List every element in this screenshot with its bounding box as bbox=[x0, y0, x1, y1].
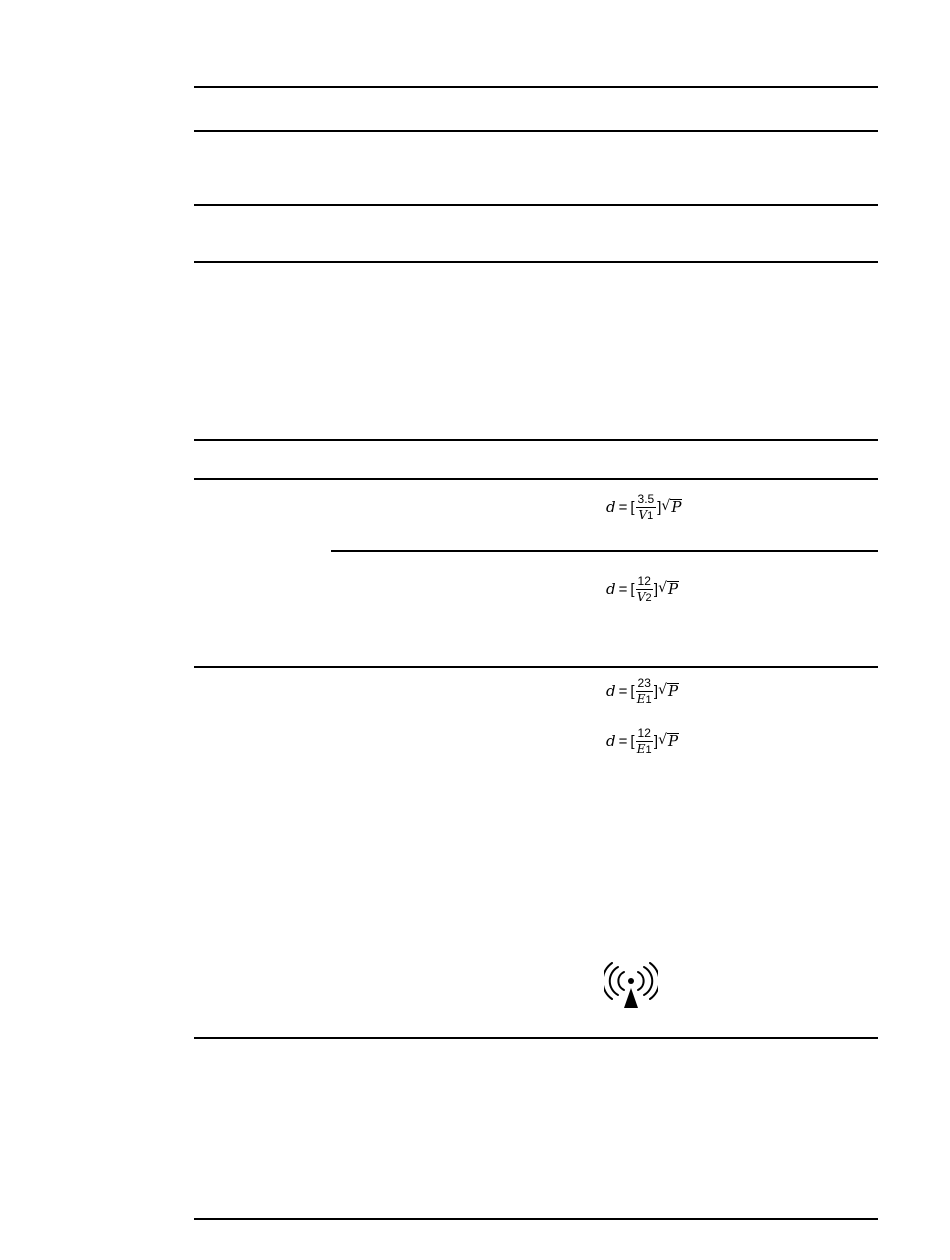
formula-numerator: 3.5 bbox=[637, 492, 655, 506]
separation-distance-formula-e1-12 bbox=[606, 727, 679, 756]
formula-fraction bbox=[636, 493, 657, 522]
separation-distance-formula-v1-3-5 bbox=[606, 493, 682, 522]
separation-distance-formula-e1-23 bbox=[606, 677, 679, 706]
formula-lhs: d bbox=[606, 731, 616, 750]
table2-subrow-rule bbox=[331, 550, 878, 552]
table2-bottom-rule bbox=[194, 1218, 878, 1220]
formula-denominator-var: E bbox=[636, 741, 646, 756]
formula-radicand: P bbox=[671, 498, 682, 517]
formula-fraction bbox=[636, 677, 653, 706]
formula-numerator: 23 bbox=[637, 676, 651, 690]
formula-radicand: P bbox=[668, 732, 679, 751]
table2-section-rule bbox=[194, 1037, 878, 1039]
formula-close-bracket: ] bbox=[657, 498, 662, 516]
formula-radicand: P bbox=[668, 580, 679, 599]
formula-denominator bbox=[637, 742, 652, 756]
formula-close-bracket: ] bbox=[653, 580, 659, 598]
formula-radicand: P bbox=[668, 682, 679, 701]
formula-equals: = bbox=[618, 498, 628, 516]
formula-denominator-var: V bbox=[638, 507, 648, 522]
formula-fraction bbox=[636, 727, 653, 756]
formula-denominator bbox=[638, 508, 653, 522]
formula-denominator-sub: 1 bbox=[645, 693, 652, 706]
formula-radical-sign: √ bbox=[658, 732, 667, 749]
non-ionizing-radiation-icon bbox=[604, 962, 658, 1010]
formula-close-bracket: ] bbox=[653, 682, 659, 700]
formula-lhs: d bbox=[606, 497, 616, 516]
formula-equals: = bbox=[618, 580, 628, 598]
formula-denominator-sub: 1 bbox=[647, 509, 654, 522]
formula-close-bracket: ] bbox=[653, 732, 659, 750]
formula-open-bracket: [ bbox=[630, 498, 635, 516]
formula-equals: = bbox=[618, 682, 628, 700]
formula-numerator: 12 bbox=[637, 574, 651, 588]
table1-header-rule bbox=[194, 130, 878, 132]
formula-equals: = bbox=[618, 732, 628, 750]
formula-fraction bbox=[636, 575, 653, 604]
formula-open-bracket: [ bbox=[630, 682, 635, 700]
formula-denominator bbox=[637, 692, 652, 706]
formula-sqrt bbox=[658, 581, 679, 597]
formula-denominator-sub: 1 bbox=[645, 743, 652, 756]
table2-header-rule bbox=[194, 478, 878, 480]
formula-numerator: 12 bbox=[637, 726, 651, 740]
table2-top-rule bbox=[194, 439, 878, 441]
formula-lhs: d bbox=[606, 579, 616, 598]
formula-sqrt bbox=[658, 683, 679, 699]
formula-sqrt bbox=[658, 733, 679, 749]
formula-lhs: d bbox=[606, 681, 616, 700]
table2-row-rule bbox=[194, 666, 878, 668]
formula-denominator-var: E bbox=[636, 691, 646, 706]
table1-row-rule bbox=[194, 204, 878, 206]
table1-top-rule bbox=[194, 86, 878, 88]
formula-denominator-var: V bbox=[636, 589, 646, 604]
formula-radical-sign: √ bbox=[658, 580, 667, 597]
separation-distance-formula-v2-12 bbox=[606, 575, 679, 604]
table1-bottom-rule bbox=[194, 261, 878, 263]
formula-radical-sign: √ bbox=[658, 682, 667, 699]
formula-open-bracket: [ bbox=[630, 732, 635, 750]
formula-denominator-sub: 2 bbox=[645, 591, 652, 604]
formula-radical-sign: √ bbox=[661, 498, 671, 515]
formula-denominator bbox=[637, 590, 652, 604]
formula-sqrt bbox=[661, 499, 682, 515]
formula-open-bracket: [ bbox=[630, 580, 635, 598]
